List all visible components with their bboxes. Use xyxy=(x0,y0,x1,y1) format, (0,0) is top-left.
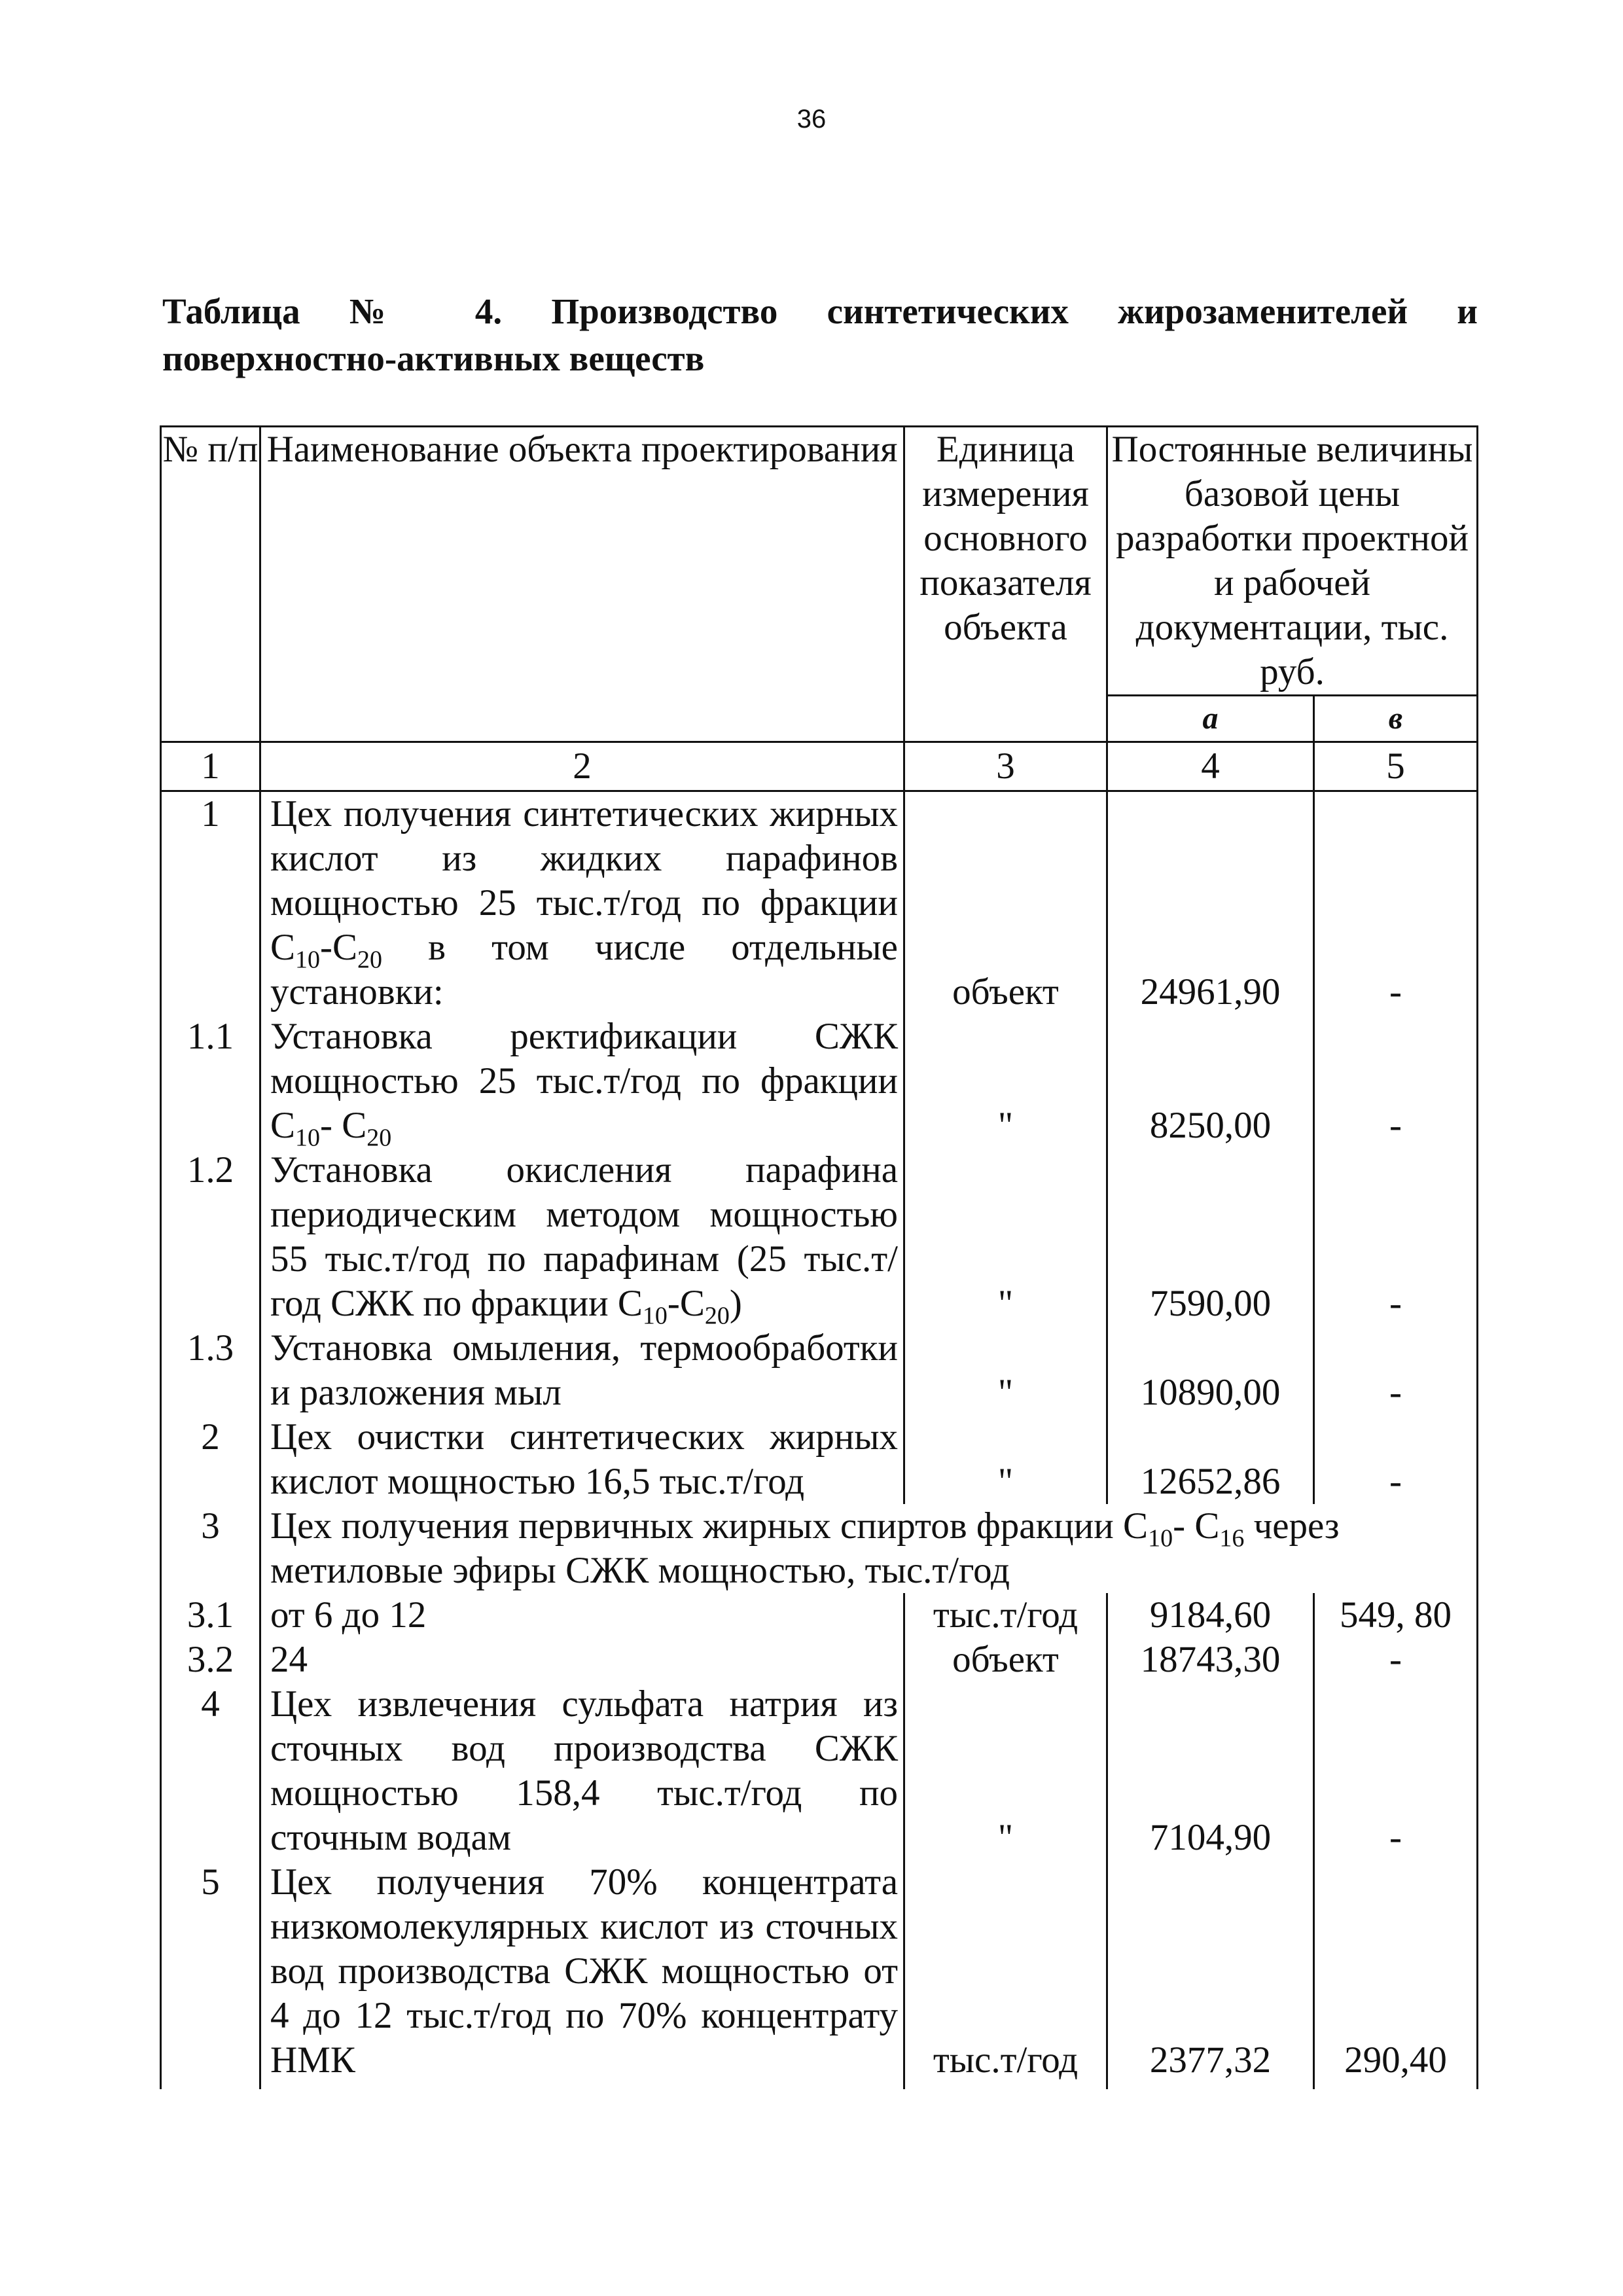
row-value-b: - xyxy=(1314,1638,1478,1682)
table-body xyxy=(161,791,1478,2090)
column-number: 1 xyxy=(161,742,260,791)
row-unit: тыс.т/год xyxy=(904,1593,1107,1638)
row-value-a: 24961,90 xyxy=(1107,791,1314,1015)
table-header-row xyxy=(161,427,1478,696)
row-object-name: Установка омыления, термообработки и разложения мыл xyxy=(260,1326,904,1415)
table-row xyxy=(161,1014,1478,1148)
row-value-b: - xyxy=(1314,1148,1478,1326)
table-row xyxy=(161,791,1478,1015)
header-sub-a: а xyxy=(1107,696,1314,742)
row-unit: тыс.т/год xyxy=(904,1860,1107,2089)
column-number: 5 xyxy=(1314,742,1478,791)
row-value-a: 12652,86 xyxy=(1107,1415,1314,1504)
header-object-name: Наименование объекта проектирования xyxy=(260,427,904,742)
header-base-price: Постоянные величины базовой цены разработки проектной и рабочей документации, тыс. руб. xyxy=(1107,427,1478,696)
column-number-row xyxy=(161,742,1478,791)
table-row xyxy=(161,1593,1478,1638)
column-number: 2 xyxy=(260,742,904,791)
row-number: 2 xyxy=(161,1415,260,1504)
row-object-name: Установка окисления парафина периодическим методом мощностью 55 тыс.т/год по парафинам (25 тыс.т/год СЖК по фракции $С_{10}-С_{20}$) xyxy=(260,1148,904,1326)
row-number: 3 xyxy=(161,1504,260,1593)
table-row xyxy=(161,1326,1478,1415)
row-object-name: Установка ректификации СЖК мощностью 25 тыс.т/год по фракции $С_{10}-$ $С_{20}$ xyxy=(260,1014,904,1148)
price-table xyxy=(160,425,1478,2089)
row-unit: " xyxy=(904,1326,1107,1415)
header-unit: Единица измерения основного показателя объекта xyxy=(904,427,1107,742)
row-object-name: Цех получения 70% концентрата низкомолекулярных кислот из сточных вод производства СЖК мощностью от 4 до 12 тыс.т/год по 70% концентрату НМК xyxy=(260,1860,904,2089)
row-value-a: 7590,00 xyxy=(1107,1148,1314,1326)
row-object-name: Цех получения первичных жирных спиртов фракции $С_{10}-$ $С_{16}$ через метиловые эфиры СЖК мощностью, тыс.т/год xyxy=(260,1504,1478,1593)
table-row xyxy=(161,1148,1478,1326)
row-number: 1 xyxy=(161,791,260,1015)
row-value-b: - xyxy=(1314,1415,1478,1504)
table-row xyxy=(161,1860,1478,2089)
row-number: 1.1 xyxy=(161,1014,260,1148)
row-number: 3.1 xyxy=(161,1593,260,1638)
page-number: 36 xyxy=(796,105,827,134)
row-value-a: 9184,60 xyxy=(1107,1593,1314,1638)
table-title-line-2: поверхностно-активных веществ xyxy=(162,338,705,378)
row-unit: " xyxy=(904,1682,1107,1860)
table-title-line-1: Таблица № 4. Производство синтетических жирозаменителей и xyxy=(162,291,1478,331)
table-row xyxy=(161,1504,1478,1593)
row-value-b: 290,40 xyxy=(1314,1860,1478,2089)
row-object-name: Цех извлечения сульфата натрия из сточных вод производства СЖК мощностью 158,4 тыс.т/год по сточным водам xyxy=(260,1682,904,1860)
row-value-a: 18743,30 xyxy=(1107,1638,1314,1682)
row-unit: " xyxy=(904,1014,1107,1148)
row-number: 1.3 xyxy=(161,1326,260,1415)
column-number: 4 xyxy=(1107,742,1314,791)
table-row xyxy=(161,1415,1478,1504)
header-number: № п/п xyxy=(161,427,260,742)
row-value-b: - xyxy=(1314,1014,1478,1148)
row-unit: " xyxy=(904,1415,1107,1504)
row-value-a: 7104,90 xyxy=(1107,1682,1314,1860)
row-unit: объект xyxy=(904,791,1107,1015)
row-value-a: 2377,32 xyxy=(1107,1860,1314,2089)
column-number: 3 xyxy=(904,742,1107,791)
row-value-b: - xyxy=(1314,791,1478,1015)
row-value-b: - xyxy=(1314,1326,1478,1415)
row-value-b: 549, 80 xyxy=(1314,1593,1478,1638)
table-row xyxy=(161,1638,1478,1682)
row-number: 3.2 xyxy=(161,1638,260,1682)
header-sub-b: в xyxy=(1314,696,1478,742)
row-object-name: Цех получения синтетических жирных кислот из жидких парафинов мощностью 25 тыс.т/год по фракции $С_{10}-С_{20}$ в том числе отдельные установки: xyxy=(260,791,904,1015)
table-row xyxy=(161,1682,1478,1860)
row-number: 1.2 xyxy=(161,1148,260,1326)
row-object-name: 24 xyxy=(260,1638,904,1682)
table-title xyxy=(162,288,1478,382)
row-number: 5 xyxy=(161,1860,260,2089)
row-object-name: от 6 до 12 xyxy=(260,1593,904,1638)
row-object-name: Цех очистки синтетических жирных кислот мощностью 16,5 тыс.т/год xyxy=(260,1415,904,1504)
row-unit: " xyxy=(904,1148,1107,1326)
row-value-b: - xyxy=(1314,1682,1478,1860)
row-value-a: 10890,00 xyxy=(1107,1326,1314,1415)
row-value-a: 8250,00 xyxy=(1107,1014,1314,1148)
row-unit: объект xyxy=(904,1638,1107,1682)
row-number: 4 xyxy=(161,1682,260,1860)
